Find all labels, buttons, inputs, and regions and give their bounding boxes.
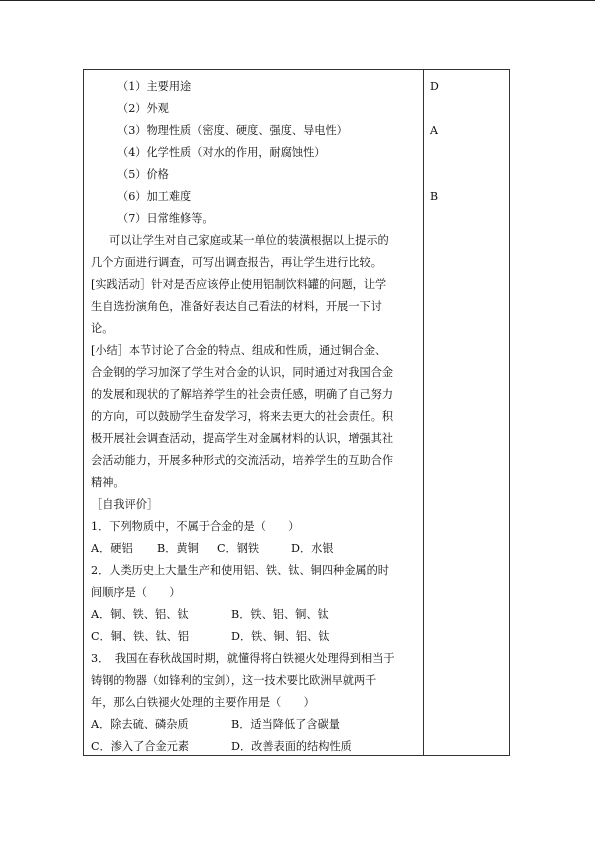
survey-paragraph-line: 可以让学生对自己家庭或某一单位的装潢根据以上提示的 [109,234,389,247]
summary-paragraph-line: [小结］本节讨论了合金的特点、组成和性质，通过铜合金、 [91,344,387,357]
question-3-stem: 铸钢的物器（如锋利的宝剑），这一技术要比欧洲早就两千 [91,674,377,687]
column-divider [423,70,424,755]
question-2-option-c: C．铜、铁、钛、铝 [91,630,190,643]
question-2-stem: 2．人类历史上大量生产和使用铝、铁、钛、铜四种金属的时 [91,564,389,577]
summary-paragraph-line: 精神。 [91,476,125,489]
question-3-option-a: A．除去硫、磷杂质 [91,718,189,731]
aspect-item: （6）加工难度 [117,190,192,203]
aspect-item: （4）化学性质（对水的作用，耐腐蚀性） [117,146,326,159]
answer-label: A [430,124,438,137]
question-3-options-row [91,736,419,758]
question-3-stem: 3． 我国在春秋战国时期，就懂得将白铁褪火处理得到相当于 [91,652,395,665]
question-3-stem: 年，那么白铁褪火处理的主要作用是（ ） [91,696,315,709]
lesson-table [83,69,510,756]
question-1-option-a: A．硬铝 [91,542,133,555]
question-3-option-c: C．渗入了合金元素 [91,740,190,753]
question-2-option-a: A．铜、铁、铝、钛 [91,608,189,621]
question-3-options-row [91,714,419,736]
question-2-stem: 间顺序是（ ） [91,586,181,599]
answer-label: B [430,190,439,203]
aspect-item: （2）外观 [117,102,169,115]
question-1-option-d: D．水银 [291,542,334,555]
top-rule [0,0,595,1]
summary-paragraph-line: 极开展社会调查活动，提高学生对金属材料的认识，增强其社 [91,432,394,445]
answer-label: D [430,80,439,93]
aspect-item: （3）物理性质（密度、硬度、强度、导电性） [117,124,348,137]
question-2-options-row [91,626,419,648]
question-2-option-d: D．铁、铜、铝、钛 [231,630,330,643]
summary-paragraph-line: 会活动能力，开展多种形式的交流活动，培养学生的互助合作 [91,454,394,467]
main-content-column [91,76,419,758]
question-2-options-row [91,604,419,626]
practice-paragraph-line: [实践活动］针对是否应该停止使用铝制饮料罐的问题，让学 [91,278,387,291]
aspect-item: （5）价格 [117,168,169,181]
question-1-option-b: B．黄铜 [157,542,199,555]
practice-paragraph-line: 生自选扮演角色，准备好表达自己看法的材料，开展一下讨 [91,300,382,313]
survey-paragraph-line: 几个方面进行调查，可写出调查报告，再让学生进行比较。 [91,256,382,269]
aspect-item: （1）主要用途 [117,80,192,93]
question-1-options [91,538,419,560]
aspect-item: （7）日常维修等。 [117,212,214,225]
summary-paragraph-line: 合金钢的学习加深了学生对合金的认识，同时通过对我国合金 [91,366,394,379]
question-2-option-b: B．铁、铝、铜、钛 [231,608,329,621]
question-3-option-d: D．改善表面的结构性质 [231,740,352,753]
practice-paragraph-line: 论。 [91,322,114,335]
summary-paragraph-line: 的方向，可以鼓励学生奋发学习，将来去更大的社会责任。积 [91,410,394,423]
self-eval-heading: ［自我评价］ [91,498,159,511]
summary-paragraph-line: 的发展和现状的了解培养学生的社会责任感，明确了自己努力 [91,388,394,401]
question-1-stem: 1．下列物质中，不属于合金的是（ ） [91,520,300,533]
question-1-option-c: C．钢铁 [217,542,260,555]
question-3-option-b: B．适当降低了含碳量 [231,718,340,731]
